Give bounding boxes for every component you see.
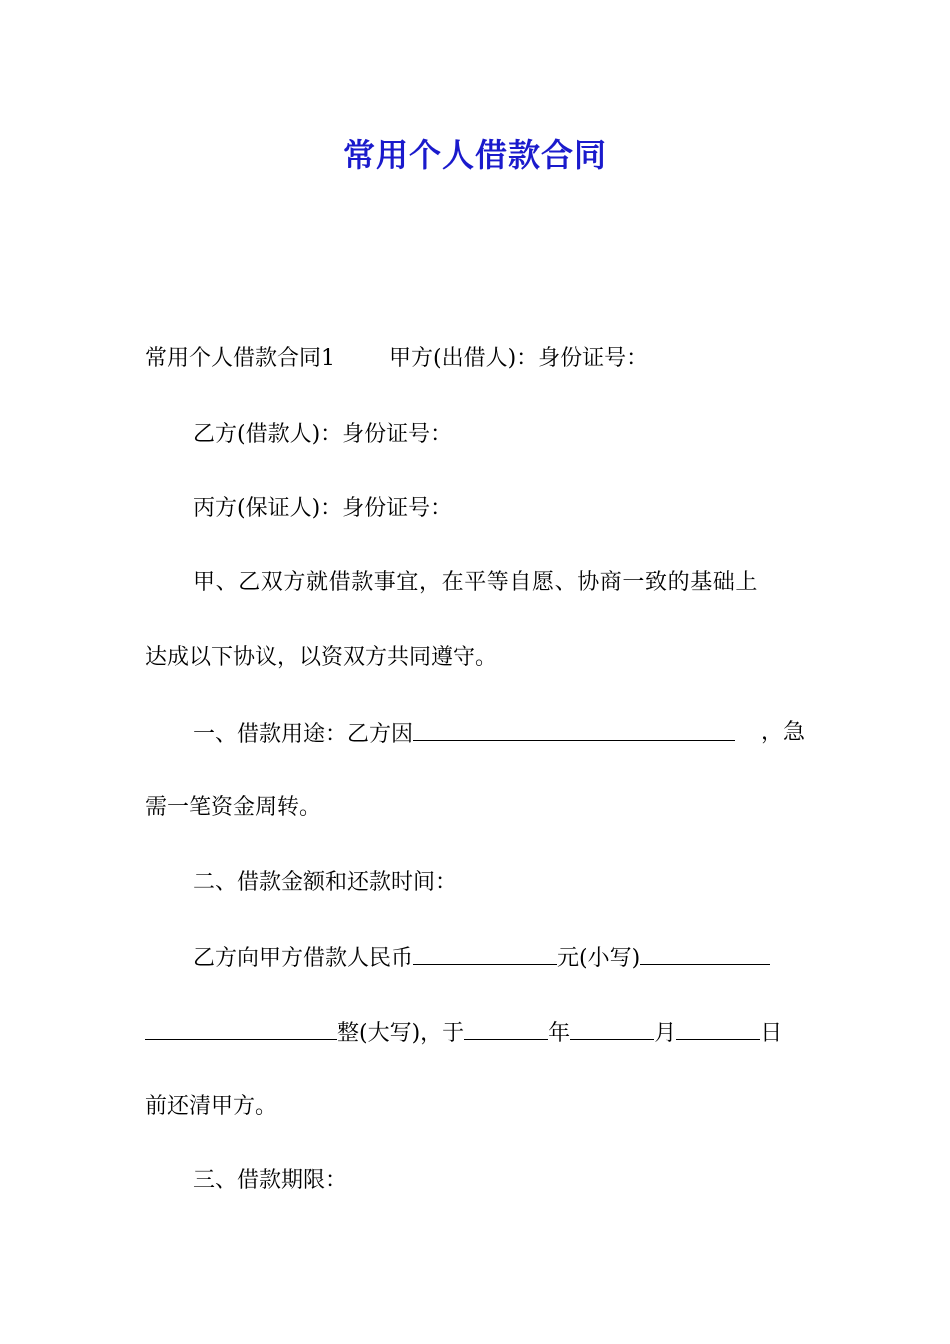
document-title: 常用个人借款合同 — [342, 136, 607, 174]
party-b-label: 乙方(借款人)：身份证号： — [193, 422, 453, 447]
amount-numeric-blank[interactable] — [413, 942, 557, 965]
day-blank[interactable] — [676, 1017, 760, 1040]
clause-1-suffix: ，急 — [760, 720, 805, 745]
clause-2-line-3: 前还清甲方。 — [145, 1094, 278, 1119]
amount-words-blank[interactable] — [145, 1017, 337, 1040]
intro-line-1: 甲、乙双方就借款事宜，在平等自愿、协商一致的基础上 — [193, 570, 759, 595]
clause-3-heading: 三、借款期限： — [193, 1168, 348, 1193]
clause-2-amount-line — [145, 942, 853, 974]
day-label: 日 — [760, 1021, 783, 1046]
intro-line-2: 达成以下协议，以资双方共同遵守。 — [145, 645, 498, 670]
month-blank[interactable] — [570, 1017, 654, 1040]
purpose-blank[interactable] — [413, 718, 735, 741]
clause-1-line-2: 需一笔资金周转。 — [145, 795, 322, 820]
year-blank[interactable] — [464, 1017, 548, 1040]
contract-heading: 常用个人借款合同1 — [145, 346, 335, 371]
month-label: 月 — [654, 1021, 677, 1046]
amount-numeric-blank-2[interactable] — [640, 942, 770, 965]
year-label: 年 — [548, 1021, 571, 1046]
clause-2-heading: 二、借款金额和还款时间： — [193, 870, 458, 895]
clause-1-prefix: 一、借款用途：乙方因 — [193, 722, 414, 747]
clause-2-text-a: 乙方向甲方借款人民币 — [193, 946, 414, 971]
clause-2-date-line — [145, 1017, 805, 1049]
line-party-a — [145, 344, 805, 374]
party-a-label: 甲方(出借人)：身份证号： — [389, 346, 649, 371]
clause-2-text-b: 元(小写) — [557, 946, 641, 971]
clause-1-line — [145, 718, 805, 750]
clause-2-text-c: 整(大写)，于 — [337, 1021, 465, 1046]
party-c-label: 丙方(保证人)：身份证号： — [193, 496, 453, 521]
